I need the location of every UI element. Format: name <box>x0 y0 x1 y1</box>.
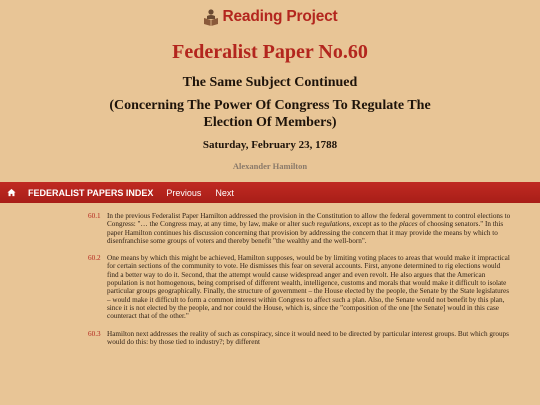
previous-link[interactable]: Previous <box>166 187 202 198</box>
home-icon[interactable] <box>0 188 22 197</box>
author-name: Alexander Hamilton <box>232 161 308 171</box>
paragraph <box>88 330 513 347</box>
page-title: Federalist Paper No.60 <box>172 41 368 63</box>
navigation-bar <box>0 182 540 203</box>
brand-name: Reading Project <box>222 8 338 25</box>
paragraph-text: In the previous Federalist Paper Hamilton addressed the provision in the Constitution to allow the federal government to control elections to Congress: "… the Congress may, at any time, by law, make or alter such regulations, except as to the places of choosing senators." In this paper Hamilton continues his discussion concerning that provision by addressing the concern that it may provide the means by which to disenfranchise some groups of voters and thereby benefit "the wealthy and the well-born". <box>107 212 511 245</box>
paragraph-number[interactable]: 60.2 <box>88 254 101 263</box>
page-subtitle: The Same Subject Continued <box>182 75 358 90</box>
paragraph-text: One means by which this might be achieved, Hamilton supposes, would be by limiting voting places to areas that would make it impractical for certain sections of the community to vote. He dismisses this fear on several accounts. First, anyone determined to rig elections would find a better way to do it. Second, that the attempt would cause widespread anger and even revolt. He also argues that the American population is not homogenous, being comprised of different wealth, intelligence, customs and morals that would make it difficult to isolate particular groups geographically. Finally, the structure of government – the House elected by the people, the Senate by the State legislatures – would make it difficult to form a common interest within Congress to affect such a plan. Also, the Senate would not benefit by this plan, since it is not elected by the people, and nor could the House, which is, since the "composition of the one [the Senate] would in this case counteract that of the other." <box>107 254 510 321</box>
paragraph <box>88 254 513 320</box>
page-subtitle-secondary: (Concerning The Power Of Congress To Regulate The Election Of Members) <box>109 98 431 130</box>
site-logo[interactable] <box>0 8 540 26</box>
paragraph-number[interactable]: 60.1 <box>88 212 101 220</box>
next-link[interactable]: Next <box>215 187 234 198</box>
paragraph-text: Hamilton next addresses the reality of such as conspiracy, since it would need to be directed by particular interest groups. But which groups would do this: by those tied to industry?; by different <box>107 329 509 346</box>
article-body <box>88 212 513 355</box>
book-reader-icon <box>203 8 219 26</box>
paragraph <box>88 212 513 245</box>
publication-date: Saturday, February 23, 1788 <box>202 139 338 151</box>
paragraph-number[interactable]: 60.3 <box>88 329 101 338</box>
federalist-index-link[interactable]: FEDERALIST PAPERS INDEX <box>28 187 154 198</box>
